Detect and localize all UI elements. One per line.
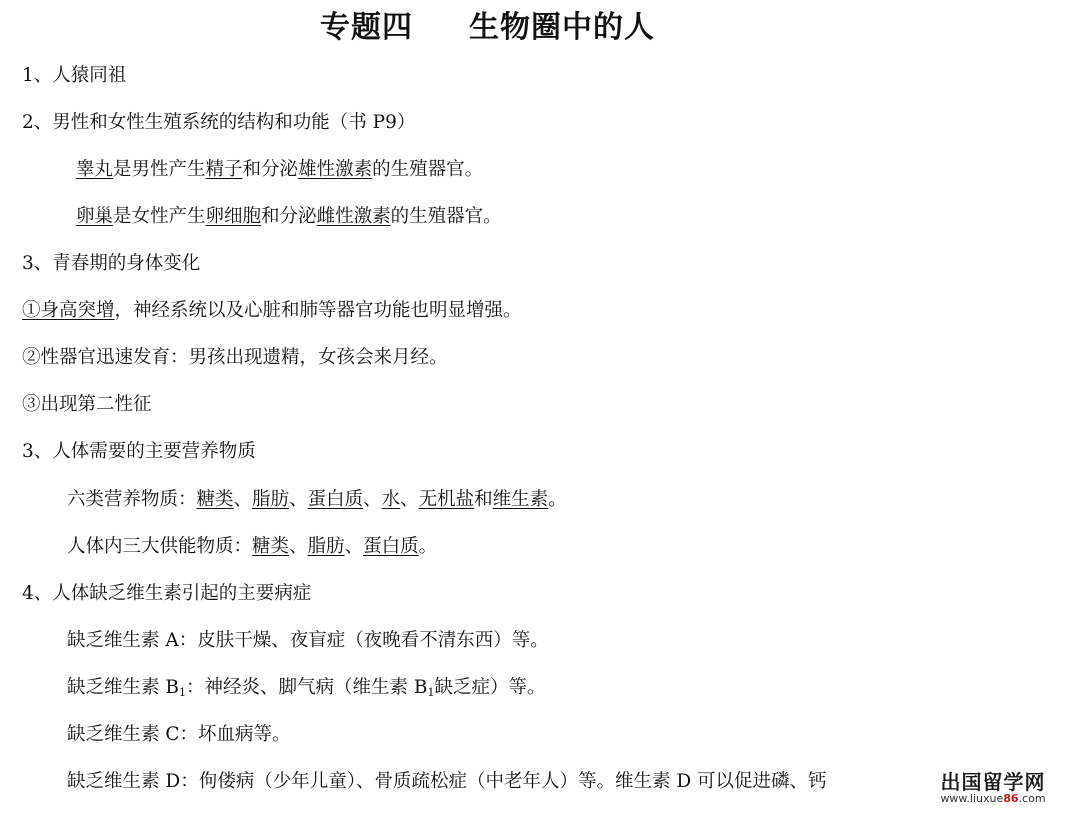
line-16: 缺乏维生素 D：佝偻病（少年儿童）、骨质疏松症（中老年人）等。维生素 D 可以促进磷、钙 [67, 771, 827, 792]
line-10: 六类营养物质：糖类、脂肪、蛋白质、水、无机盐和维生素。 [67, 489, 567, 510]
line-11: 人体内三大供能物质：糖类、脂肪、蛋白质。 [67, 536, 438, 557]
line-4: 卵巢是女性产生卵细胞和分泌雌性激素的生殖器官。 [76, 206, 502, 227]
line-9: 3、人体需要的主要营养物质 [22, 441, 256, 462]
line-6: ①身高突增，神经系统以及心脏和肺等器官功能也明显增强。 [22, 300, 522, 321]
line-7: ②性器官迅速发育：男孩出现遗精，女孩会来月经。 [22, 347, 448, 368]
line-3: 睾丸是男性产生精子和分泌雄性激素的生殖器官。 [76, 159, 484, 180]
title-part-2: 生物圈中的人 [469, 10, 655, 45]
line-14: 缺乏维生素 $B_1$：神经炎、脚气病（维生素 $B_1$缺乏症）等。 [67, 677, 546, 699]
page-title [320, 2, 655, 46]
line-12: 4、人体缺乏维生素引起的主要病症 [22, 583, 312, 604]
line-1: 1、人猿同祖 [22, 65, 127, 86]
watermark-title: 出国留学网 [940, 770, 1046, 794]
line-8: ③出现第二性征 [22, 394, 152, 415]
title-part-1: 专题四 [320, 10, 413, 45]
watermark-url: www.liuxue86.com [940, 792, 1046, 805]
line-5: 3、青春期的身体变化 [22, 253, 201, 274]
line-15: 缺乏维生素 C：坏血病等。 [67, 724, 291, 745]
watermark-logo [928, 772, 1058, 806]
line-13: 缺乏维生素 A：皮肤干燥、夜盲症（夜晚看不清东西）等。 [67, 630, 549, 651]
line-2: 2、男性和女性生殖系统的结构和功能（书 P9） [22, 112, 416, 133]
